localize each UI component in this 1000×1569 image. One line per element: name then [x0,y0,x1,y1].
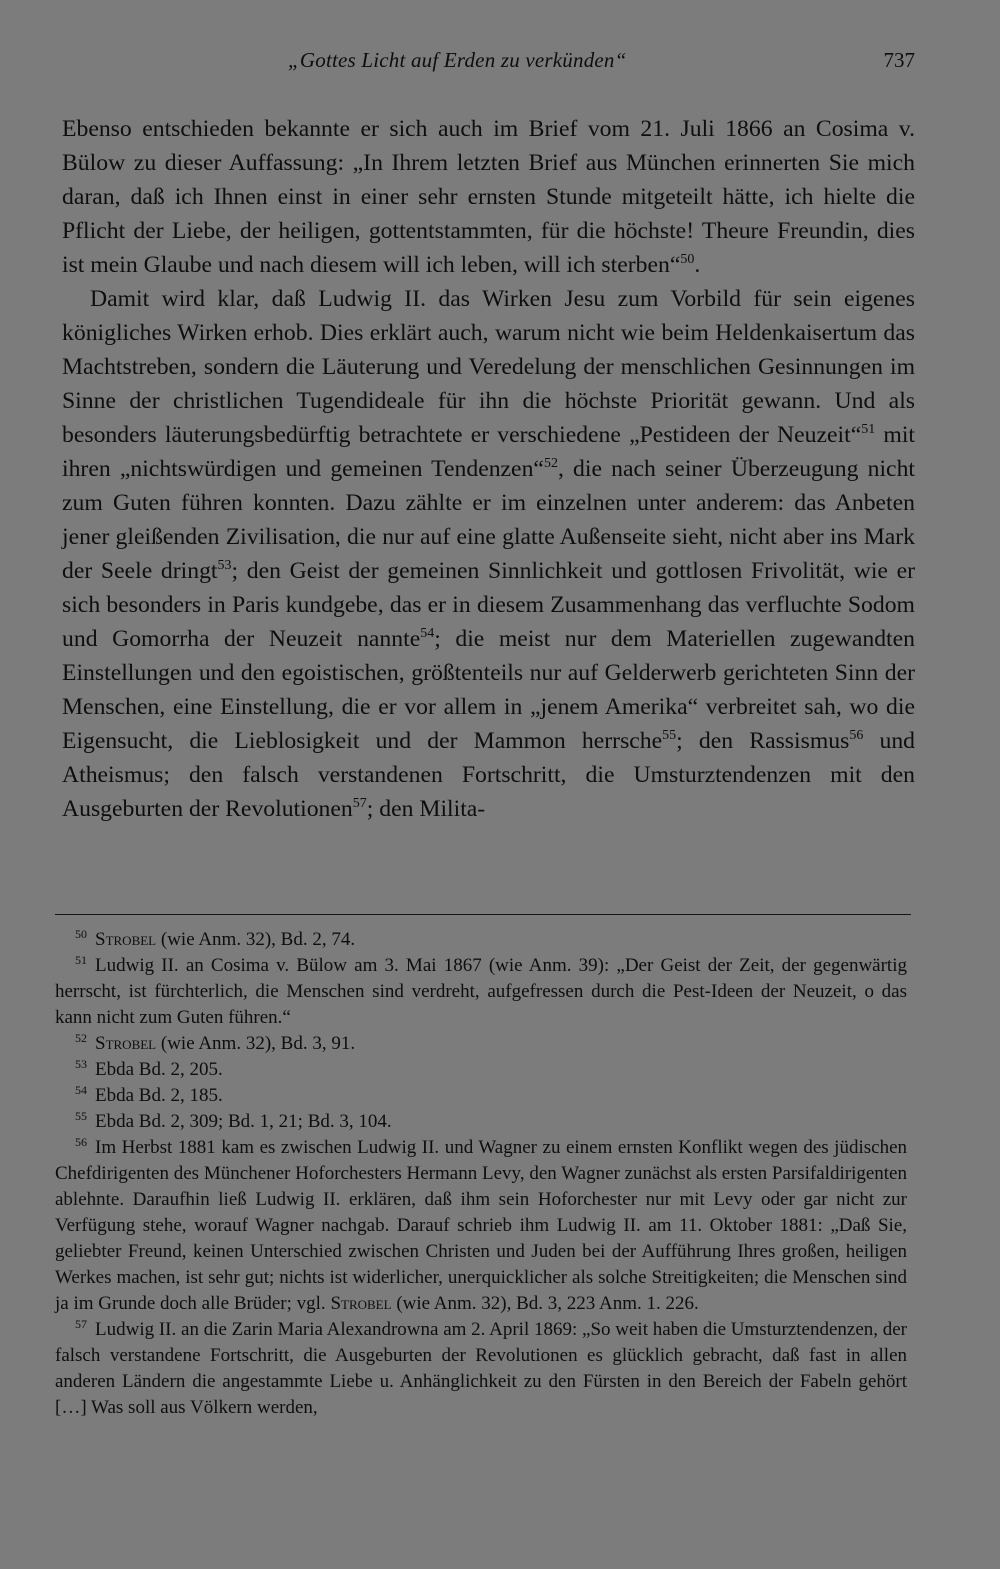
footnote-text: Ludwig II. an Cosima v. Bülow am 3. Mai 1867 (wie Anm. 39): „Der Geist der Zeit, der gegenwärtig herrscht, ist fürchterlich, die Menschen sind verdreht, aufgefressen durch die Pest-Ideen der Neuzeit, o das kann nicht zum Guten führen.“ [55,955,907,1028]
footnote-54 [55,1083,907,1109]
footnote-number: 53 [75,1057,87,1071]
footnote-56 [55,1135,907,1317]
footnote-author: Strobel [95,929,157,950]
footnote-author: Strobel [95,1033,157,1054]
footnote-text: (wie Anm. 32), Bd. 2, 74. [156,929,356,950]
footnote-number: 56 [75,1135,87,1149]
running-title: „Gottes Licht auf Erden zu verkünden“ [288,48,627,72]
page-number: 737 [883,48,915,72]
paragraph-2-segment: und Atheismus; den falsch verstandenen Fortschritt, die Umsturztendenzen mit den Ausgeburten der Revolutionen [62,728,915,822]
footnote-50 [55,927,907,953]
footnote-ref-52: 52 [543,456,558,471]
paragraph-1 [62,112,915,282]
footnotes [55,927,907,1421]
footnote-number: 54 [75,1083,87,1097]
paragraph-2-segment: ; den Milita- [366,796,486,822]
body-text [62,112,915,826]
footnote-number: 52 [75,1031,87,1045]
paragraph-1-text: Ebenso entschieden bekannte er sich auch im Brief vom 21. Juli 1866 an Cosima v. Bülow zu dieser Auffassung: „In Ihrem letzten Brief aus München erinnerten Sie mich daran, daß ich Ihnen einst in einer sehr ernsten Stunde mitgeteilt hätte, ich hielte die Pflicht der Liebe, der heiligen, gottentstammten, für die höchste! Theure Freundin, dies ist mein Glaube und nach diesem will ich leben, will ich sterben“ [62,116,915,278]
running-head [62,44,917,80]
footnote-text: Ebda Bd. 2, 185. [95,1085,223,1106]
paragraph-2-segment: ; den Rassismus [676,728,850,754]
paragraph-2 [62,282,915,826]
footnote-number: 57 [75,1317,87,1331]
paragraph-2-segment: Damit wird klar, daß Ludwig II. das Wirken Jesu zum Vorbild für sein eigenes königliches Wirken erhob. Dies erklärt auch, warum nicht wie beim Heldenkaisertum das Machtstreben, sondern die Läuterung und Veredelung der menschlichen Gesinnungen im Sinne der christlichen Tugendideale für ihn die höchste Priorität gewann. Und als besonders läuterungsbedürftig betrachtete er verschiedene „Pestideen der Neuzeit“ [62,286,915,448]
footnote-55 [55,1109,907,1135]
footnote-ref-55: 55 [662,728,677,743]
paragraph-2-segment: ; die meist nur dem Materiellen zugewandten Einstellungen und den egoistischen, größtenteils nur auf Gelderwerb gerichteten Sinn der Menschen, eine Einstellung, die er vor allem in „jenem Amerika“ verbreitet sah, wo die Eigensucht, die Lieblosigkeit und der Mammon herrsche [62,626,915,754]
paragraph-1-end: . [694,252,701,278]
paragraph-2-segment: , die nach seiner Überzeugung nicht zum Guten führen konnten. Dazu zählte er im einzelnen unter anderem: das Anbeten jener gleißenden Zivilisation, die nur auf eine glatte Außenseite sieht, nicht aber ins Mark der Seele dringt [62,456,915,584]
footnote-number: 55 [75,1109,87,1123]
footnote-ref-57: 57 [352,796,367,811]
footnote-number: 50 [75,927,87,941]
footnote-number: 51 [75,953,87,967]
footnote-author: Strobel [330,1293,392,1314]
paragraph-2-segment: mit ihren „nichtswürdigen und gemeinen Tendenzen“ [62,422,915,482]
footnote-57 [55,1317,907,1421]
footnote-53 [55,1057,907,1083]
footnote-text: Ebda Bd. 2, 309; Bd. 1, 21; Bd. 3, 104. [95,1111,392,1132]
footnote-text: Ludwig II. an die Zarin Maria Alexandrowna am 2. April 1869: „So weit haben die Umsturztendenzen, der falsch verstandene Fortschritt, die Ausgeburten der Revolutionen es glücklich gebracht, daß fast in allen anderen Ländern die angestammte Liebe u. Anhänglichkeit zu den Fürsten in den Bereich der Fabeln gehört […] Was soll aus Völkern werden, [55,1319,908,1418]
footnote-text: Ebda Bd. 2, 205. [95,1059,223,1080]
footnote-51 [55,953,907,1031]
footnote-separator [55,914,911,915]
footnote-ref-50: 50 [680,252,695,267]
footnote-ref-56: 56 [849,728,864,743]
footnote-text: Im Herbst 1881 kam es zwischen Ludwig II. und Wagner zu einem ernsten Konflikt wegen des jüdischen Chefdirigenten des Münchener Hoforchesters Hermann Levy, den Wagner zunächst als ersten Parsifaldirigenten ablehnte. Daraufhin ließ Ludwig II. erklären, daß ihm sein Hoforchester nur mit Levy oder gar nicht zur Verfügung stehe, worauf Wagner nachgab. Darauf schrieb ihm Ludwig II. am 11. Oktober 1881: „Daß Sie, geliebter Freund, keinen Unterschied zwischen Christen und Juden bei der Aufführung Ihres großen, heiligen Werkes machen, ist sehr gut; nichts ist widerlicher, unerquicklicher als solche Streitigkeiten; die Menschen sind ja im Grunde doch alle Brüder; vgl. [55,1137,907,1314]
footnote-text: (wie Anm. 32), Bd. 3, 91. [156,1033,356,1054]
footnote-ref-53: 53 [217,558,232,573]
footnote-ref-54: 54 [420,626,435,641]
paragraph-2-segment: ; den Geist der gemeinen Sinnlichkeit und gottlosen Frivolität, wie er sich besonders in Paris kundgebe, das er in diesem Zusammenhang das verfluchte Sodom und Gomorrha der Neuzeit nannte [62,558,915,652]
footnote-ref-51: 51 [861,422,876,437]
footnote-52 [55,1031,907,1057]
footnote-text: (wie Anm. 32), Bd. 3, 223 Anm. 1. 226. [391,1293,699,1314]
